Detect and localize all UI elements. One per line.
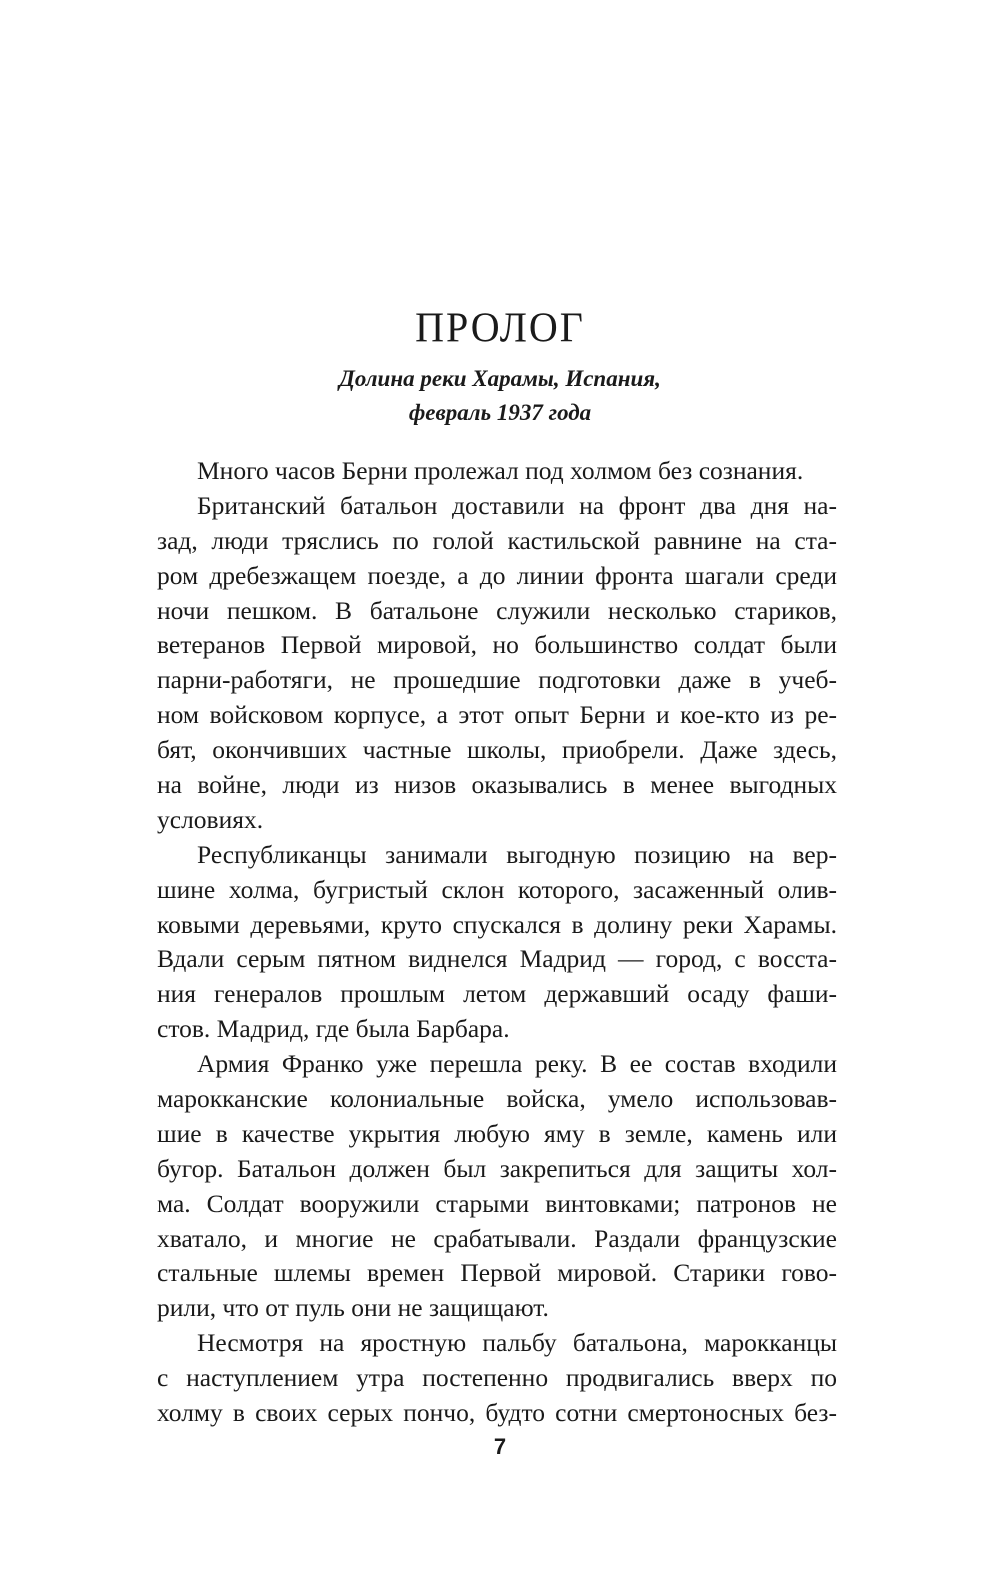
text-line: ром дребезжащем поезде, а до линии фронта шагали среди xyxy=(157,560,837,590)
text-line: хватало, и многие не срабатывали. Раздали французские xyxy=(157,1223,837,1253)
text-line: Британский батальон доставили на фронт два дня на- xyxy=(197,490,837,520)
text-line: ном войсковом корпусе, а этот опыт Берни и кое-кто из ре- xyxy=(157,700,837,730)
text-line: Армия Франко уже перешла реку. В ее состав входили xyxy=(197,1049,837,1079)
text-line: ма. Солдат вооружили старыми винтовками; патронов не xyxy=(157,1188,837,1218)
text-line: парни-работяги, не прошедшие подготовки даже в учеб- xyxy=(157,665,837,695)
text-line: стальные шлемы времен Первой мировой. Старики гово- xyxy=(157,1258,837,1288)
text-line: Несмотря на яростную пальбу батальона, марокканцы xyxy=(197,1328,837,1358)
chapter-subtitle xyxy=(0,362,1000,430)
page-number: 7 xyxy=(493,1434,507,1459)
text-line: Много часов Берни пролежал под холмом без сознания. xyxy=(197,456,804,485)
text-line: холму в своих серых пончо, будто сотни смертоносных без- xyxy=(157,1398,837,1428)
text-line: бугор. Батальон должен был закрепиться для защиты хол- xyxy=(157,1153,837,1183)
text-line: зад, люди тряслись по голой кастильской равнине на ста- xyxy=(157,525,837,555)
text-line: марокканские колониальные войска, умело использовав- xyxy=(157,1084,837,1114)
body-text xyxy=(157,454,837,1431)
text-line: с наступлением утра постепенно продвигались вверх по xyxy=(157,1363,837,1393)
text-line: шине холма, бугристый склон которого, засаженный олив- xyxy=(157,874,837,904)
text-line: ночи пешком. В батальоне служили несколько стариков, xyxy=(157,595,837,625)
text-line: бят, окончивших частные школы, приобрели. Даже здесь, xyxy=(157,735,837,765)
text-line: ветеранов Первой мировой, но большинство солдат были xyxy=(157,630,837,660)
text-line: Республиканцы занимали выгодную позицию на вер- xyxy=(197,839,837,869)
subtitle-line-date: февраль 1937 года xyxy=(408,400,592,425)
text-line: стов. Мадрид, где была Барбара. xyxy=(157,1014,510,1044)
subtitle-line-location: Долина реки Харамы, Испания, xyxy=(339,366,661,391)
text-line: условиях. xyxy=(157,804,264,834)
text-line: рили, что от пуль они не защищают. xyxy=(157,1293,549,1323)
text-line: Вдали серым пятном виднелся Мадрид — город, с восста- xyxy=(157,944,837,974)
text-line: шие в качестве укрытия любую яму в земле, камень или xyxy=(157,1118,837,1148)
text-line: ния генералов прошлым летом державший осаду фаши- xyxy=(157,979,837,1009)
text-line: ковыми деревьями, круто спускался в долину реки Харамы. xyxy=(157,909,837,939)
chapter-title: ПРОЛОГ xyxy=(415,303,585,352)
text-line: на войне, люди из низов оказывались в менее выгодных xyxy=(157,770,837,800)
